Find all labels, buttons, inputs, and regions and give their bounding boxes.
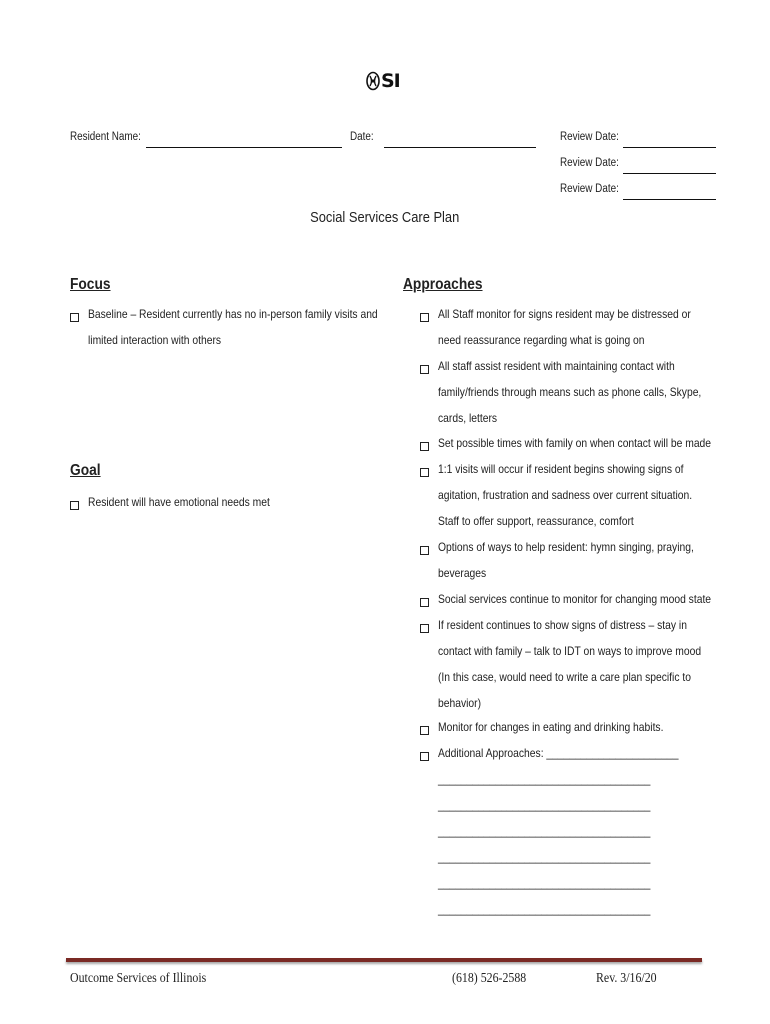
footer-org: Outcome Services of Illinois xyxy=(70,970,207,985)
approach-item xyxy=(420,721,720,740)
additional-approaches-text[interactable]: Additional Approaches: _______________________ _____________________________________ _____________________________________ _____________________________________ _____________________________________ _____________________________________ _____________________________________ xyxy=(438,746,679,916)
checkbox[interactable] xyxy=(420,752,429,761)
footer-divider xyxy=(66,958,702,962)
review-date-label-2: Review Date: xyxy=(560,157,619,169)
checkbox[interactable] xyxy=(420,313,429,322)
approach-item xyxy=(420,308,720,353)
approach-item-text: Set possible times with family on when contact will be made xyxy=(438,436,712,450)
logo-text: SI xyxy=(381,70,400,92)
approach-item xyxy=(420,619,720,716)
focus-heading: Focus xyxy=(70,276,111,293)
footer-revision: Rev. 3/16/20 xyxy=(596,970,657,985)
approach-item-text: If resident continues to show signs of distress – stay in contact with family – talk to IDT on ways to improve mood (In this case, would need to write a care plan specific to behavior) xyxy=(438,618,702,710)
checkbox[interactable] xyxy=(420,442,429,451)
checkbox[interactable] xyxy=(420,726,429,735)
checkbox[interactable] xyxy=(420,546,429,555)
checkbox[interactable] xyxy=(420,468,429,477)
date-label: Date: xyxy=(350,131,374,143)
checkbox[interactable] xyxy=(70,313,79,322)
goal-item xyxy=(70,496,390,515)
approach-item xyxy=(420,360,720,431)
approaches-heading: Approaches xyxy=(403,276,483,293)
review-date-field-1[interactable] xyxy=(623,146,716,148)
checkbox[interactable] xyxy=(70,501,79,510)
resident-name-field[interactable] xyxy=(146,146,342,148)
approach-item-text: Options of ways to help resident: hymn singing, praying, beverages xyxy=(438,540,694,580)
approach-item xyxy=(420,463,720,534)
goal-item-text: Resident will have emotional needs met xyxy=(88,495,270,509)
additional-approaches-item xyxy=(420,747,720,922)
approach-item xyxy=(420,541,720,586)
approach-item-text: Social services continue to monitor for changing mood state xyxy=(438,592,712,606)
approach-item xyxy=(420,437,720,456)
approach-item-text: All Staff monitor for signs resident may be distressed or need reassurance regarding what is going on xyxy=(438,307,691,347)
approach-item-text: All staff assist resident with maintaining contact with family/friends through means such as phone calls, Skype, cards, letters xyxy=(438,359,702,425)
approach-item xyxy=(420,593,720,612)
focus-item-text: Baseline – Resident currently has no in-person family visits and limited interaction with others xyxy=(88,307,378,347)
date-field[interactable] xyxy=(384,146,536,148)
goal-heading: Goal xyxy=(70,462,101,479)
approach-item-text: 1:1 visits will occur if resident begins showing signs of agitation, frustration and sadness over current situation. Staff to offer support, reassurance, comfort xyxy=(438,462,693,528)
review-date-label-3: Review Date: xyxy=(560,183,619,195)
focus-item xyxy=(70,308,390,353)
review-date-field-2[interactable] xyxy=(623,172,716,174)
footer-phone: (618) 526-2588 xyxy=(452,970,527,985)
review-date-label-1: Review Date: xyxy=(560,131,619,143)
approach-item-text: Monitor for changes in eating and drinking habits. xyxy=(438,720,664,734)
checkbox[interactable] xyxy=(420,598,429,607)
review-date-field-3[interactable] xyxy=(623,198,716,200)
checkbox[interactable] xyxy=(420,624,429,633)
checkbox[interactable] xyxy=(420,365,429,374)
resident-name-label: Resident Name: xyxy=(70,131,141,143)
page-title: Social Services Care Plan xyxy=(310,209,460,226)
logo xyxy=(366,68,410,94)
logo-emblem-icon xyxy=(366,71,380,91)
